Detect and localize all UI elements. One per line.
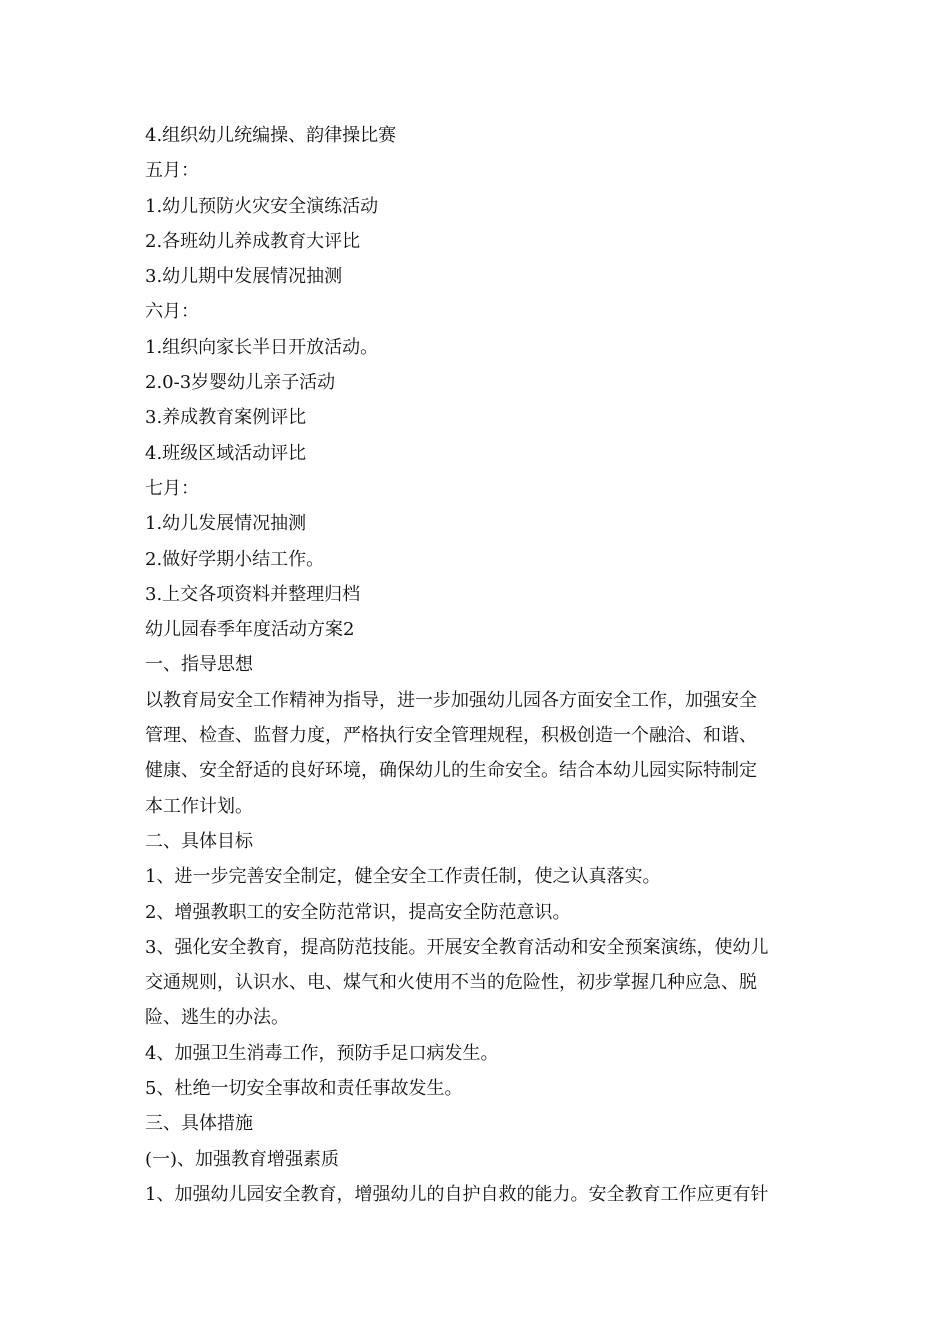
text-line: 3.养成教育案例评比 [145, 407, 307, 429]
text-line: 2.做好学期小结工作。 [145, 548, 325, 570]
text-line: 1、进一步完善安全制定，健全安全工作责任制，使之认真落实。 [145, 866, 661, 888]
text-line: 4、加强卫生消毒工作，预防手足口病发生。 [145, 1042, 499, 1064]
text-line: 3.幼儿期中发展情况抽测 [145, 266, 343, 288]
document-body [145, 118, 810, 1212]
text-line: 4.组织幼儿统编操、韵律操比赛 [145, 125, 397, 146]
text-line: 4.班级区域活动评比 [145, 442, 307, 464]
text-line: 1.幼儿预防火灾安全演练活动 [145, 195, 379, 217]
section-heading-july: 七月： [145, 477, 199, 499]
paragraph-line: 险、逃生的办法。 [145, 1007, 289, 1029]
text-line: 5、杜绝一切安全事故和责任事故发生。 [145, 1078, 463, 1100]
paragraph-line: 健康、安全舒适的良好环境，确保幼儿的生命安全。结合本幼儿园实际特制定 [145, 760, 757, 782]
section-heading-measures: 三、具体措施 [145, 1113, 253, 1135]
section-heading-guiding-idea: 一、指导思想 [145, 654, 253, 676]
paragraph-line: 1、加强幼儿园安全教育，增强幼儿的自护自救的能力。安全教育工作应更有针 [145, 1183, 769, 1205]
paragraph-line: 本工作计划。 [145, 795, 253, 817]
text-line: 2、增强教职工的安全防范常识，提高安全防范意识。 [145, 901, 571, 923]
paragraph-line: 以教育局安全工作精神为指导，进一步加强幼儿园各方面安全工作，加强安全 [145, 689, 757, 711]
document-title: 幼儿园春季年度活动方案2 [145, 619, 355, 641]
subsection-heading: (一)、加强教育增强素质 [145, 1148, 340, 1170]
paragraph-line: 管理、检查、监督力度，严格执行安全管理规程，积极创造一个融洽、和谐、 [145, 725, 757, 747]
text-line: 2.各班幼儿养成教育大评比 [145, 230, 361, 252]
text-line: 3.上交各项资料并整理归档 [145, 583, 361, 605]
section-heading-june: 六月： [145, 301, 199, 323]
text-line: 1.组织向家长半日开放活动。 [145, 336, 379, 358]
text-line: 1.幼儿发展情况抽测 [145, 513, 307, 535]
paragraph-line: 3、强化安全教育，提高防范技能。开展安全教育活动和安全预案演练，使幼儿 [145, 936, 769, 958]
paragraph-line: 交通规则，认识水、电、煤气和火使用不当的危险性，初步掌握几种应急、脱 [145, 972, 757, 994]
section-heading-goals: 二、具体目标 [145, 830, 253, 852]
section-heading-may: 五月： [145, 160, 199, 182]
text-line: 2.0-3岁婴幼儿亲子活动 [145, 372, 336, 394]
